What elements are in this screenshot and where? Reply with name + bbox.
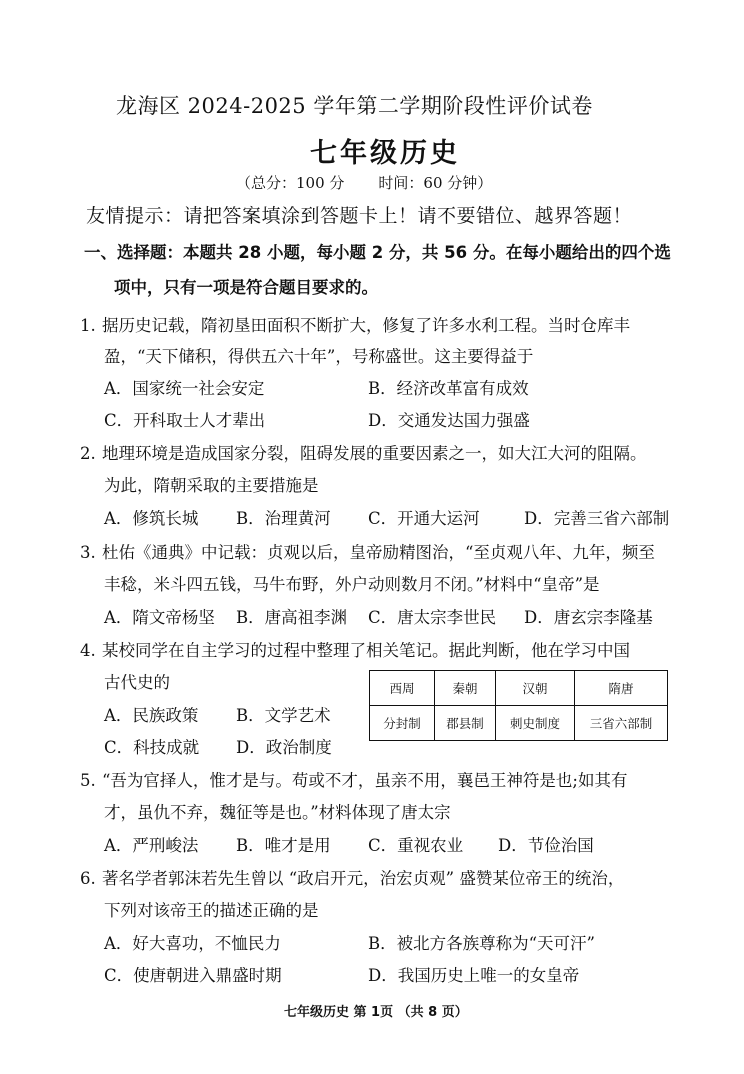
exam-meta bbox=[236, 176, 492, 191]
question-2-number: 2. bbox=[80, 444, 96, 463]
question-1-option-c[interactable]: C．开科取士人才辈出 bbox=[104, 411, 266, 430]
section-heading-line1: 一、选择题：本题共 28 小题，每小题 2 分，共 56 分。在每小题给出的四个选 bbox=[84, 243, 671, 262]
question-3-option-c[interactable]: C．唐太宗李世民 bbox=[368, 608, 497, 627]
section-heading-line2: 项中，只有一项是符合题目要求的。 bbox=[114, 278, 378, 297]
question-5-line1 bbox=[80, 773, 628, 790]
question-4-option-c[interactable]: C．科技成就 bbox=[104, 738, 200, 757]
question-1-option-d[interactable]: D．交通发达国力强盛 bbox=[368, 411, 530, 430]
question-5-line2: 才，虽仇不弃，魏征等是也。”材料体现了唐太宗 bbox=[104, 803, 451, 822]
question-6-stem: 著名学者郭沫若先生曾以 “政启开元，治宏贞观” 盛赞某位帝王的统治， bbox=[102, 869, 625, 888]
question-5-option-c[interactable]: C．重视农业 bbox=[368, 836, 464, 855]
question-2-line1 bbox=[80, 446, 647, 463]
question-2-option-b[interactable]: B．治理黄河 bbox=[236, 509, 331, 528]
table-cell: 刺史制度 bbox=[496, 706, 575, 741]
question-3-line1 bbox=[80, 545, 655, 562]
table-header-cell: 隋唐 bbox=[575, 671, 668, 706]
subject-title: 七年级历史 bbox=[310, 138, 460, 169]
question-3-option-a[interactable]: A．隋文帝杨坚 bbox=[104, 608, 215, 627]
question-4-option-d[interactable]: D．政治制度 bbox=[236, 738, 332, 757]
question-2-option-d[interactable]: D．完善三省六部制 bbox=[524, 509, 670, 528]
question-6-option-a[interactable]: A．好大喜功，不恤民力 bbox=[104, 934, 281, 953]
question-2-stem: 地理环境是造成国家分裂，阻碍发展的重要因素之一，如大江大河的阻隔。 bbox=[102, 444, 647, 463]
question-3-stem: 杜佑《通典》中记载：贞观以后，皇帝励精图治，“至贞观八年、九年，频至 bbox=[102, 543, 655, 562]
question-5-option-d[interactable]: D．节俭治国 bbox=[498, 836, 594, 855]
table-header-cell: 汉朝 bbox=[496, 671, 575, 706]
question-5-option-a[interactable]: A．严刑峻法 bbox=[104, 836, 199, 855]
question-3-line2: 丰稔，米斗四五钱，马牛布野，外户动则数月不闭。”材料中“皇帝”是 bbox=[104, 575, 600, 594]
question-4-option-a[interactable]: A．民族政策 bbox=[104, 706, 199, 725]
question-4-line2: 古代史的 bbox=[104, 673, 170, 692]
question-6-option-d[interactable]: D．我国历史上唯一的女皇帝 bbox=[368, 966, 580, 985]
question-1-number: 1. bbox=[80, 316, 96, 335]
exam-title: 龙海区 2024-2025 学年第二学期阶段性评价试卷 bbox=[116, 94, 593, 118]
question-4-stem: 某校同学在自主学习的过程中整理了相关笔记。据此判断，他在学习中国 bbox=[102, 641, 630, 660]
question-6-line1 bbox=[80, 871, 624, 888]
question-4-option-b[interactable]: B．文学艺术 bbox=[236, 706, 331, 725]
question-1-option-b[interactable]: B．经济改革富有成效 bbox=[368, 379, 529, 398]
table-cell: 分封制 bbox=[370, 706, 435, 741]
question-3-number: 3. bbox=[80, 543, 96, 562]
question-2-line2: 为此，隋朝采取的主要措施是 bbox=[104, 476, 319, 495]
table-cell: 三省六部制 bbox=[575, 706, 668, 741]
friendly-tip: 友情提示：请把答案填涂到答题卡上！请不要错位、越界答题！ bbox=[86, 205, 633, 227]
question-6-number: 6. bbox=[80, 869, 96, 888]
question-3-option-b[interactable]: B．唐高祖李渊 bbox=[236, 608, 348, 627]
question-4-line1 bbox=[80, 643, 630, 660]
question-3-option-d[interactable]: D．唐玄宗李隆基 bbox=[524, 608, 653, 627]
table-header-cell: 西周 bbox=[370, 671, 435, 706]
table-header-row bbox=[370, 671, 668, 706]
question-1-stem: 据历史记载，隋初垦田面积不断扩大，修复了许多水利工程。当时仓库丰 bbox=[102, 316, 630, 335]
question-5-stem: “吾为官择人，惟才是与。苟或不才，虽亲不用，襄邑王神符是也;如其有 bbox=[102, 771, 628, 790]
total-score: （总分：100 分 bbox=[236, 174, 345, 192]
question-6-option-b[interactable]: B．被北方各族尊称为“天可汗” bbox=[368, 934, 595, 953]
question-6-line2: 下列对该帝王的描述正确的是 bbox=[104, 901, 319, 920]
table-cell: 郡县制 bbox=[435, 706, 496, 741]
question-1-line2: 盈，“天下储积，得供五六十年”，号称盛世。这主要得益于 bbox=[104, 347, 534, 366]
question-2-option-c[interactable]: C．开通大运河 bbox=[368, 509, 480, 528]
question-5-option-b[interactable]: B．唯才是用 bbox=[236, 836, 331, 855]
question-1-line1 bbox=[80, 318, 630, 335]
question-5-number: 5. bbox=[80, 771, 96, 790]
history-notes-table bbox=[369, 670, 668, 741]
time-limit: 时间：60 分钟） bbox=[378, 174, 493, 192]
page-footer: 七年级历史 第 1页 （共 8 页） bbox=[284, 1005, 468, 1020]
question-4-number: 4. bbox=[80, 641, 96, 660]
question-1-option-a[interactable]: A．国家统一社会安定 bbox=[104, 379, 265, 398]
question-2-option-a[interactable]: A．修筑长城 bbox=[104, 509, 199, 528]
table-row bbox=[370, 706, 668, 741]
question-6-option-c[interactable]: C．使唐朝进入鼎盛时期 bbox=[104, 966, 282, 985]
table-header-cell: 秦朝 bbox=[435, 671, 496, 706]
